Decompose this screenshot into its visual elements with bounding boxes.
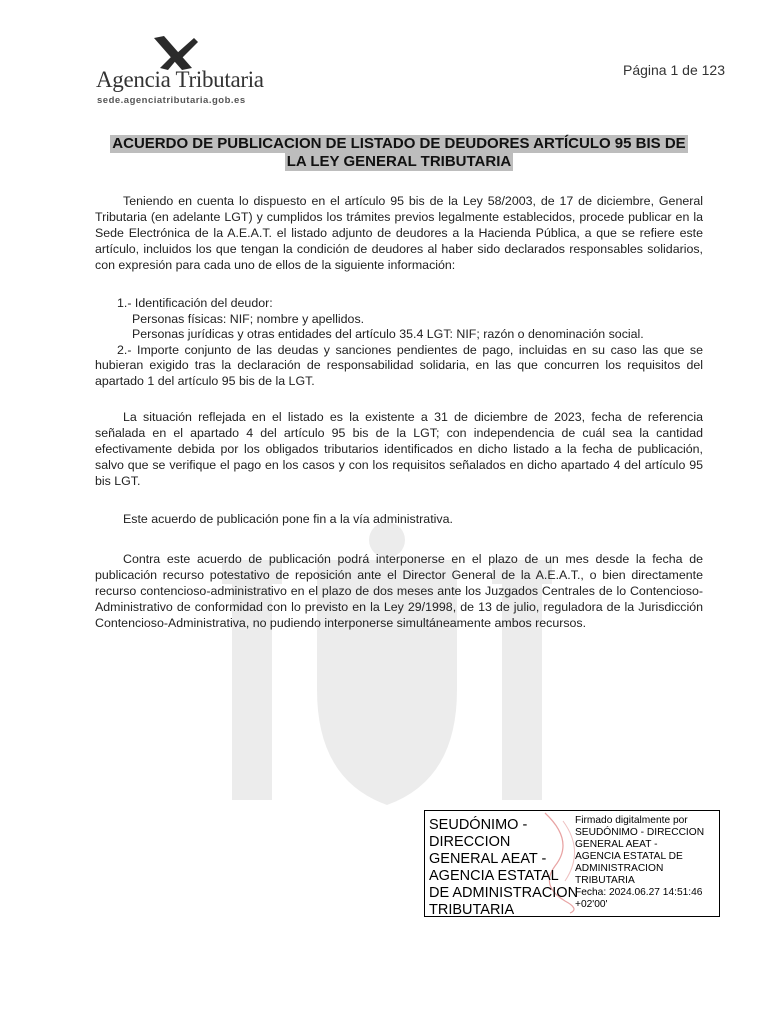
paragraph-intro: Teniendo en cuenta lo dispuesto en el artículo 95 bis de la Ley 58/2003, de 17 de diciembre, General Tributaria (en adelante LGT) y cumplidos los trámites previos legalmente establecidos, procede publicar en la Sede Electrónica de la A.E.A.T. el listado adjunto de deudores a la Hacienda Pública, a que se refiere este artículo, incluidos los que tengan la condición de deudores al haber sido declarados responsables solidarios, con expresión para cada uno de ellos de la siguiente información: bbox=[95, 194, 703, 272]
signer-line: DE ADMINISTRACION bbox=[429, 885, 579, 901]
signature-detail-line: ADMINISTRACION bbox=[575, 863, 664, 874]
agencia-tributaria-logo bbox=[96, 34, 266, 104]
signer-line: TRIBUTARIA bbox=[429, 902, 515, 918]
title-line-2: LA LEY GENERAL TRIBUTARIA bbox=[286, 153, 512, 170]
signature-details bbox=[575, 815, 717, 911]
logo-url: sede.agenciatributaria.gob.es bbox=[97, 95, 246, 106]
title-line-1: ACUERDO DE PUBLICACION DE LISTADO DE DEUDORES ARTÍCULO 95 BIS DE bbox=[112, 135, 686, 152]
list-item-identification: 1.- Identificación del deudor: bbox=[117, 296, 273, 310]
signature-timezone: +02'00' bbox=[575, 899, 608, 910]
signer-line: DIRECCION bbox=[429, 834, 511, 850]
signer-line: GENERAL AEAT - bbox=[429, 851, 547, 867]
signer-name bbox=[429, 817, 579, 919]
paragraph-final-admin: Este acuerdo de publicación pone fin a la vía administrativa. bbox=[123, 512, 453, 526]
paragraph-appeal: Contra este acuerdo de publicación podrá interponerse en el plazo de un mes desde la fecha de publicación recurso potestativo de reposición ante el Director General de la A.E.A.T., o bien directamente recurso contencioso-administrativo en el plazo de dos meses ante los Juzgados Centrales de lo Contencioso-Administrativo de conformidad con lo previsto en la Ley 29/1998, de 13 de julio, reguladora de la Jurisdicción Contencioso-Administrativa, no pudiendo interponerse simultáneamente ambos recursos. bbox=[95, 552, 703, 630]
signature-detail-line: TRIBUTARIA bbox=[575, 875, 635, 886]
signature-detail-line: SEUDÓNIMO - DIRECCION bbox=[575, 827, 705, 838]
list-item-debt-amount: 2.- Importe conjunto de las deudas y sanciones pendientes de pago, incluidas en su caso las que se hubieran exigido tras la declaración de responsabilidad solidaria, en las que concurren los requisitos del apartado 1 del artículo 95 bis de la LGT. bbox=[95, 342, 703, 388]
paragraph-situation: La situación reflejada en el listado es la existente a 31 de diciembre de 2023, fecha de referencia señalada en el apartado 4 del artículo 95 bis de la LGT; con independencia de cuál sea la cantidad efectivamente debida por los obligados tributarios identificados en dicho listado a la fecha de publicación, salvo que se verifique el pago en los casos y con los requisitos señalados en dicho apartado 4 del artículo 95 bis LGT. bbox=[95, 410, 703, 488]
signer-line: AGENCIA ESTATAL bbox=[429, 868, 559, 884]
list-item-natural-persons: Personas físicas: NIF; nombre y apellidos. bbox=[132, 311, 365, 326]
document-title bbox=[97, 135, 701, 171]
signature-date: Fecha: 2024.06.27 14:51:46 bbox=[575, 887, 703, 898]
list-item-legal-entities: Personas jurídicas y otras entidades del artículo 35.4 LGT: NIF; razón o denominación social. bbox=[132, 327, 644, 341]
signature-detail-line: Firmado digitalmente por bbox=[575, 815, 688, 826]
signature-detail-line: GENERAL AEAT - bbox=[575, 839, 658, 850]
page-number: Página 1 de 123 bbox=[623, 62, 725, 78]
info-list bbox=[95, 296, 703, 389]
digital-signature-box bbox=[424, 810, 720, 917]
logo-name: Agencia Tributaria bbox=[96, 67, 264, 92]
signature-detail-line: AGENCIA ESTATAL DE bbox=[575, 851, 683, 862]
signer-line: SEUDÓNIMO - bbox=[429, 817, 528, 833]
